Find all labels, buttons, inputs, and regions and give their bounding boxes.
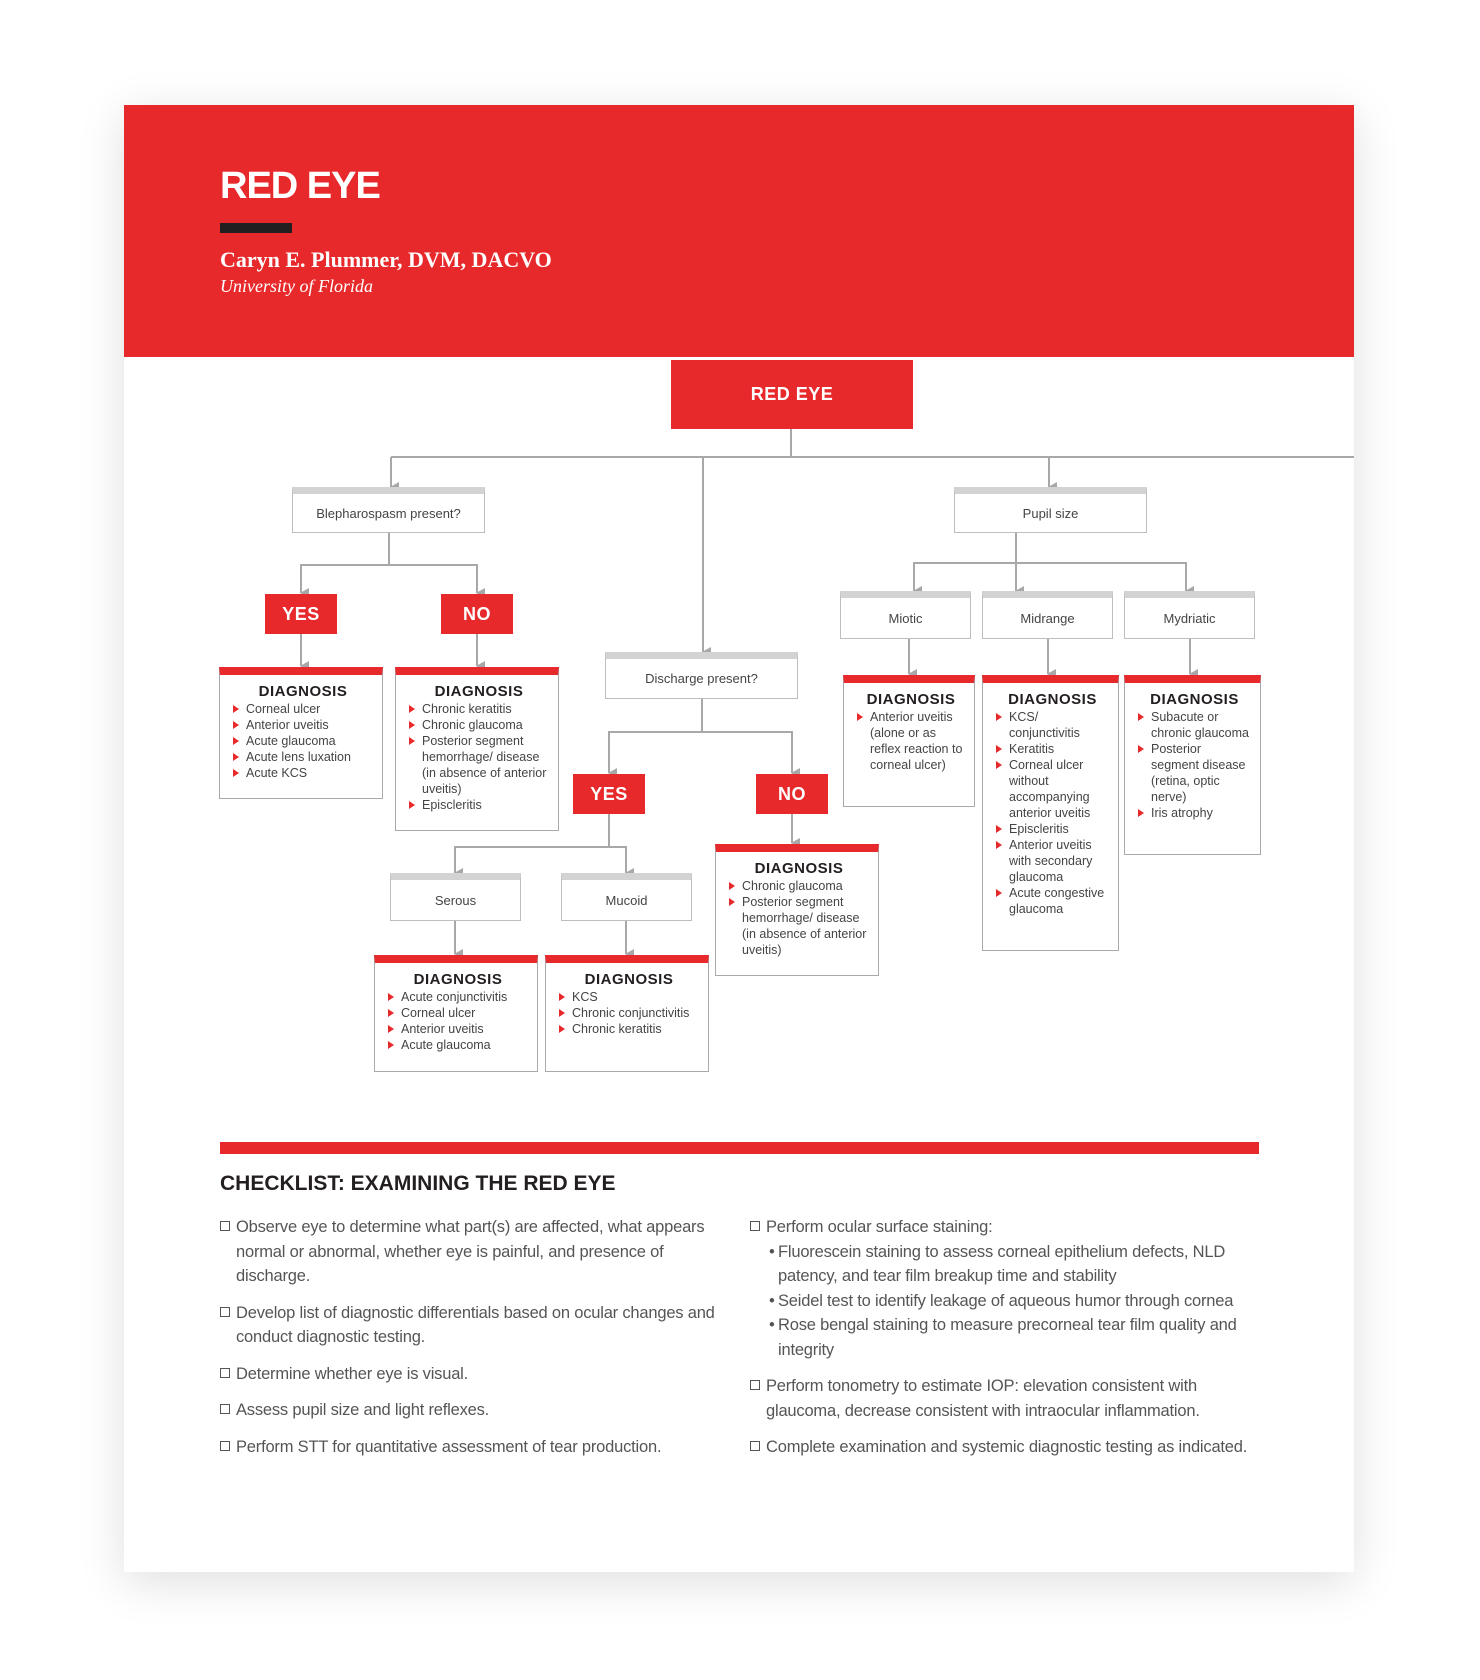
diagnosis-title: DIAGNOSIS [1150,691,1239,708]
diagnosis-item: Acute KCS [232,765,374,781]
diagnosis-item: Corneal ulcer [232,701,374,717]
diagnosis-item: Anterior uveitis [232,717,374,733]
diagnosis-item: Acute glaucoma [387,1037,529,1053]
checkbox-icon[interactable] [220,1404,230,1414]
checklist-left-column [220,1215,730,1471]
diagnosis-item: Chronic keratitis [408,701,550,717]
diagnosis-title: DIAGNOSIS [434,683,524,700]
question-pupil-size: Pupil size [954,487,1147,533]
diagnosis-item: Subacute or chronic glaucoma [1137,709,1252,741]
root-node: RED EYE [671,360,913,429]
connector-discharge-split [609,699,702,773]
staining-subitem: • Rose bengal staining to measure precorneal tear film quality and integrity [769,1313,1260,1362]
midrange-node: Midrange [982,591,1113,639]
diagnosis-item: Corneal ulcer [387,1005,529,1021]
diagnosis-title: DIAGNOSIS [584,971,674,988]
miotic-node: Miotic [840,591,971,639]
diagnosis-item: Chronic keratitis [558,1021,700,1037]
diagnosis-title: DIAGNOSIS [1008,691,1097,708]
checklist-item [220,1362,730,1387]
diagnosis-item: Anterior uveitis [387,1021,529,1037]
diagnosis-item: Corneal ulcer without accompanying anterior uveitis [995,757,1110,821]
checklist-divider [220,1142,1259,1154]
checklist-item-text: Perform tonometry to estimate IOP: elevation consistent with glaucoma, decrease consistent with intraocular inflammation. [766,1377,1200,1420]
title-rule [220,223,292,233]
checklist-title: CHECKLIST: EXAMINING THE RED EYE [220,1172,616,1195]
checkbox-icon[interactable] [220,1441,230,1451]
checklist-item-text: Determine whether eye is visual. [236,1364,469,1383]
discharge-no-node: NO [756,774,828,814]
checklist-item-tonometry [750,1374,1260,1423]
staining-sublist [766,1240,1260,1363]
diagnosis-item: Acute glaucoma [232,733,374,749]
connector-pupil-split [914,532,1016,591]
diagnosis-list [728,878,870,958]
checklist-right-column [750,1215,1260,1472]
checklist-item [220,1435,730,1460]
diagnosis-bleph-no [395,667,559,831]
author-name: Caryn E. Plummer, DVM, DACVO [220,247,552,272]
diagnosis-mydriatic [1124,675,1261,855]
diagnosis-item: Iris atrophy [1137,805,1252,821]
checklist-item-text: Perform STT for quantitative assessment of tear production. [236,1437,662,1456]
mydriatic-node: Mydriatic [1124,591,1255,639]
diagnosis-bleph-yes [219,667,383,799]
diagnosis-item: Chronic conjunctivitis [558,1005,700,1021]
discharge-yes-node: YES [573,774,645,814]
connector-pupil-mydriatic [1016,563,1186,591]
diagnosis-list [856,709,966,773]
diagnosis-item: Posterior segment disease (retina, optic nerve) [1137,741,1252,805]
diagnosis-title: DIAGNOSIS [866,691,956,708]
diagnosis-title: DIAGNOSIS [754,860,844,877]
diagnosis-serous [374,955,538,1072]
checkbox-icon[interactable] [750,1441,760,1451]
header-banner [124,105,1354,357]
checklist-item-text: Develop list of diagnostic differentials based on ocular changes and conduct diagnostic testing. [236,1303,715,1346]
checklist-item-staining [750,1215,1260,1362]
diagnosis-list [387,989,529,1053]
connector-mucoid [609,847,626,873]
diagnosis-list [232,701,374,781]
diagnosis-mucoid [545,955,709,1072]
diagnosis-title: DIAGNOSIS [258,683,348,700]
checkbox-icon[interactable] [750,1380,760,1390]
diagnosis-list [558,989,700,1037]
diagnosis-list [995,709,1110,917]
checklist-item-complete [750,1435,1260,1460]
diagnosis-item: Acute conjunctivitis [387,989,529,1005]
bleph-yes-node: YES [265,594,337,634]
serous-node: Serous [390,873,521,921]
connector-bleph-split [301,532,389,593]
diagnosis-item: Keratitis [995,741,1110,757]
diagnosis-title: DIAGNOSIS [413,971,503,988]
checklist-item [220,1301,730,1350]
connector-discharge-no [702,732,792,773]
question-discharge: Discharge present? [605,652,798,699]
checkbox-icon[interactable] [220,1368,230,1378]
staining-subitem: • Seidel test to identify leakage of aqueous humor through cornea [769,1289,1260,1314]
diagnosis-item: KCS [558,989,700,1005]
checkbox-icon[interactable] [220,1307,230,1317]
bleph-no-node: NO [441,594,513,634]
diagnosis-item: Episcleritis [995,821,1110,837]
checklist-item-text: Complete examination and systemic diagnostic testing as indicated. [766,1438,1248,1456]
diagnosis-miotic [843,675,975,807]
diagnosis-discharge-no [715,844,879,976]
diagnosis-item: Posterior segment hemorrhage/ disease (in absence of anterior uveitis) [728,894,870,958]
diagnosis-item: Chronic glaucoma [408,717,550,733]
handout-page [124,105,1354,1572]
question-blepharospasm: Blepharospasm present? [292,487,485,533]
diagnosis-item: Anterior uveitis with secondary glaucoma [995,837,1110,885]
page-title: RED EYE [220,165,380,207]
checklist-item-text: Perform ocular surface staining: [766,1218,993,1236]
connector-bleph-no [389,565,477,593]
checkbox-icon[interactable] [220,1221,230,1231]
author-affiliation: University of Florida [220,276,373,296]
mucoid-node: Mucoid [561,873,692,921]
checkbox-icon[interactable] [750,1221,760,1231]
checklist-item [220,1215,730,1289]
checklist-item-text: Observe eye to determine what part(s) are affected, what appears normal or abnormal, whether eye is painful, and presence of discharge. [236,1218,705,1285]
checklist-item [220,1398,730,1423]
diagnosis-item: Chronic glaucoma [728,878,870,894]
diagnosis-midrange [982,675,1119,951]
staining-subitem: • Fluorescein staining to assess corneal epithelium defects, NLD patency, and tear film breakup time and stability [769,1240,1260,1289]
diagnosis-item: Anterior uveitis (alone or as reflex reaction to corneal ulcer) [856,709,966,773]
diagnosis-item: Episcleritis [408,797,550,813]
diagnosis-list [1137,709,1252,821]
checklist-item-text: Assess pupil size and light reflexes. [236,1401,490,1419]
flowchart [124,357,1354,1237]
diagnosis-item: Acute lens luxation [232,749,374,765]
diagnosis-item: KCS/ conjunctivitis [995,709,1110,741]
diagnosis-item: Posterior segment hemorrhage/ disease (in absence of anterior uveitis) [408,733,550,797]
diagnosis-list [408,701,550,813]
diagnosis-item: Acute congestive glaucoma [995,885,1110,917]
